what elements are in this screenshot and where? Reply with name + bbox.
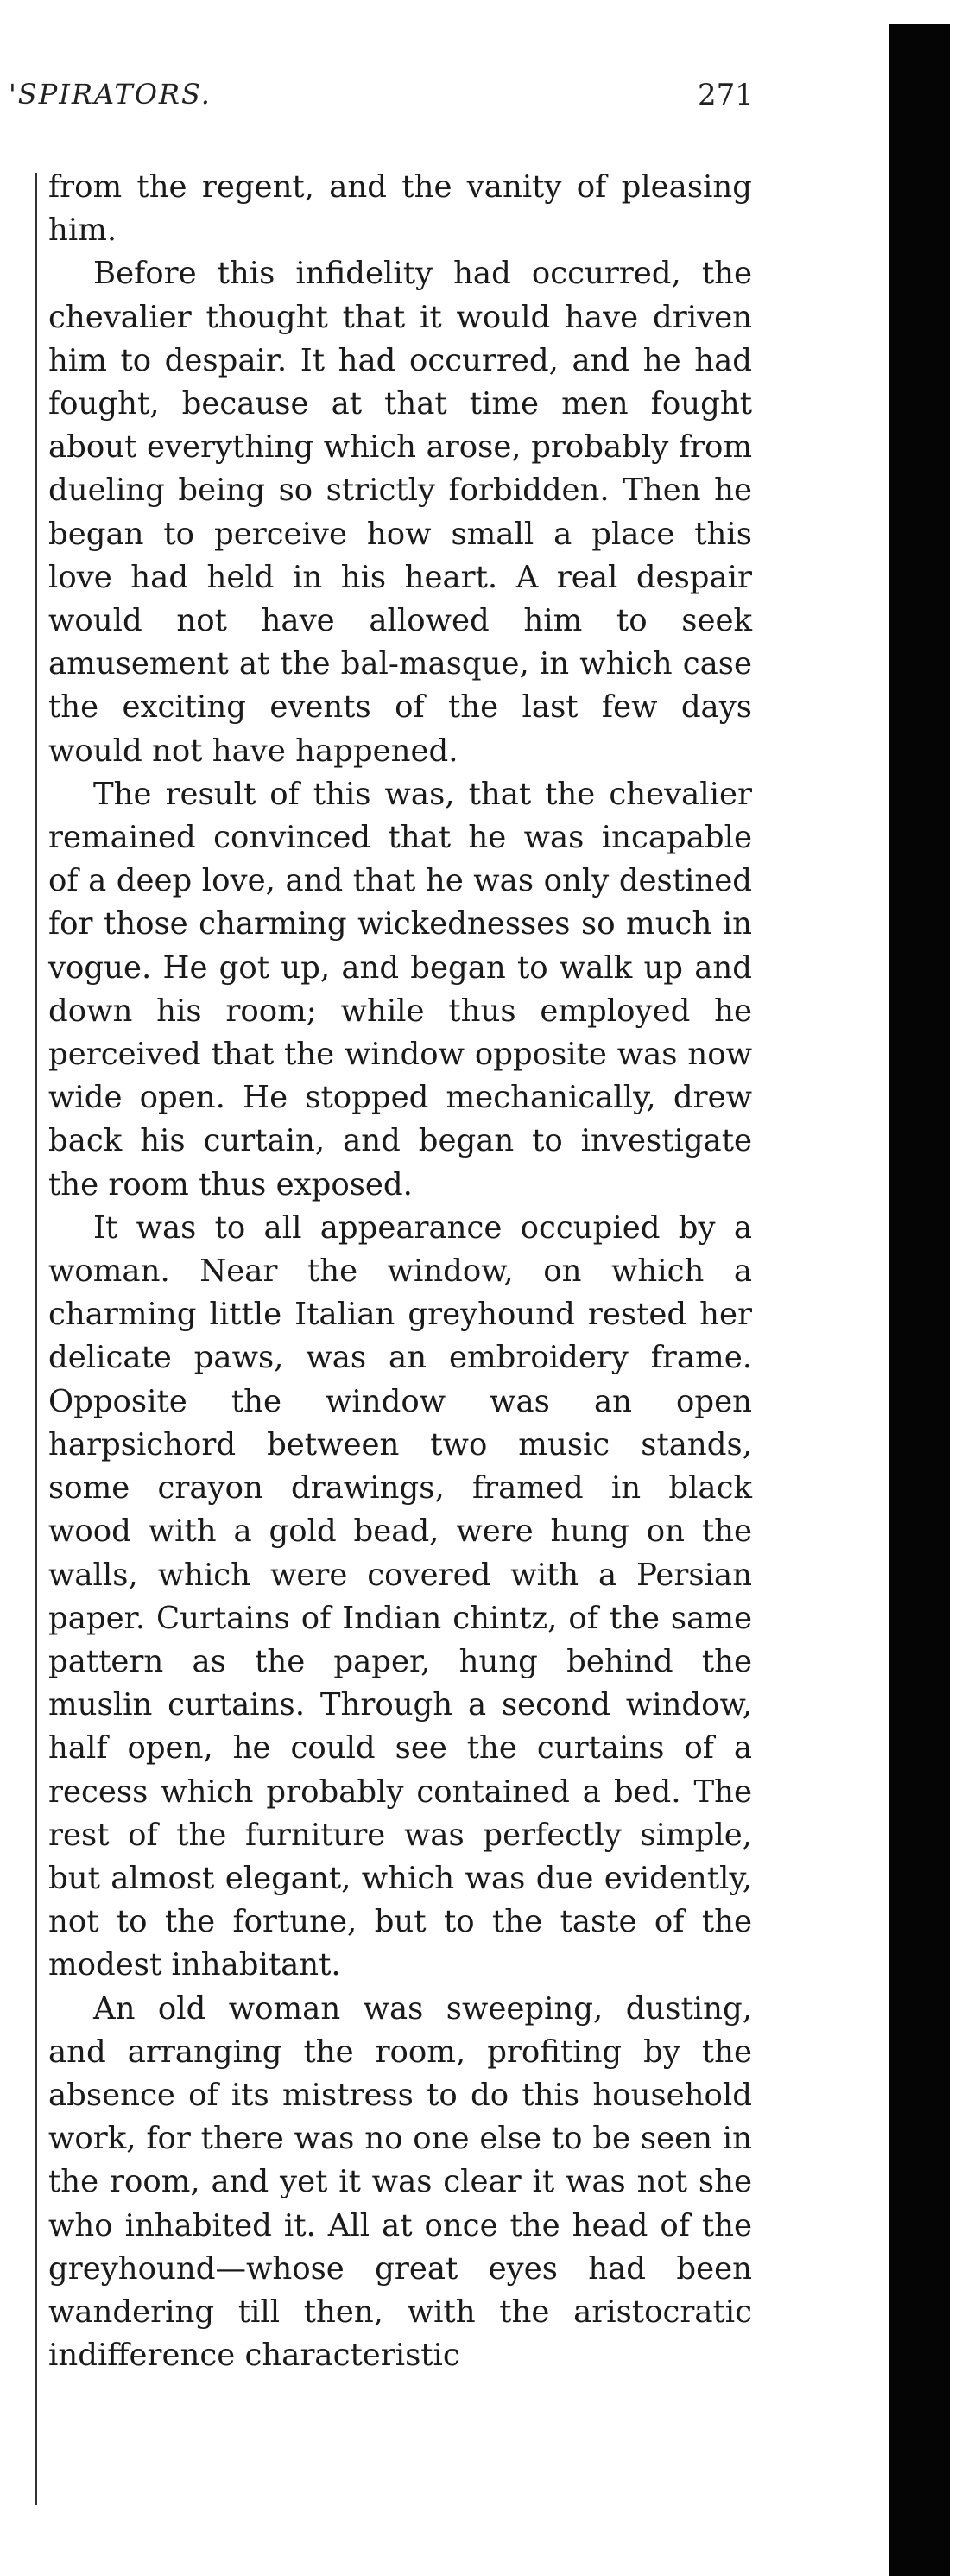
running-head: 'SPIRATORS. <box>9 78 212 111</box>
page-number: 271 <box>698 78 754 112</box>
paragraph-3: The result of this was, that the chevalier remained convinced that he was incapable of a deep love, and that he was only destined for those charming wickednesses so much in vogue. He got up, and began to walk up and down his room; while thus employed he perceived that the window opposite was now wide open. He stopped mechanically, drew back his curtain, and began to investigate the room thus exposed. <box>48 776 752 1202</box>
paragraph-5: An old woman was sweeping, dusting, and arranging the room, profiting by the absence of its mistress to do this household work, for there was no one else to be seen in the room, and yet it was clear it was not she who inhabited it. All at once the head of the greyhound—whose great eyes had been wandering till then, with the aristocratic indifference characteristic <box>48 1990 752 2374</box>
paragraph-2: Before this infidelity had occurred, the chevalier thought that it would have driven him to despair. It had occurred, and he had fought, because at that time men fought about everything which arose, probably from dueling being so strictly forbidden. Then he began to perceive how small a place this love had held in his heart. A real despair would not have allowed him to seek amusement at the bal-masque, in which case the exciting events of the last few days would not have happened. <box>48 256 752 769</box>
scan-edge-bar <box>889 24 950 2576</box>
margin-line <box>35 173 37 2505</box>
paragraph-4: It was to all appearance occupied by a woman. Near the window, on which a charming little Italian greyhound rested her delicate paws, was an embroidery frame. Opposite the window was an open harpsichord between two music stands, some crayon drawings, framed in black wood with a gold bead, were hung on the walls, which were covered with a Persian paper. Curtains of Indian chintz, of the same pattern as the paper, hung behind the muslin curtains. Through a second window, half open, he could see the curtains of a recess which probably contained a bed. The rest of the furniture was perfectly simple, but almost elegant, which was due evidently, not to the fortune, but to the taste of the modest inhabitant. <box>48 1209 752 1983</box>
paragraph-1: from the regent, and the vanity of pleasing him. <box>48 169 752 249</box>
body-text <box>48 166 752 2377</box>
